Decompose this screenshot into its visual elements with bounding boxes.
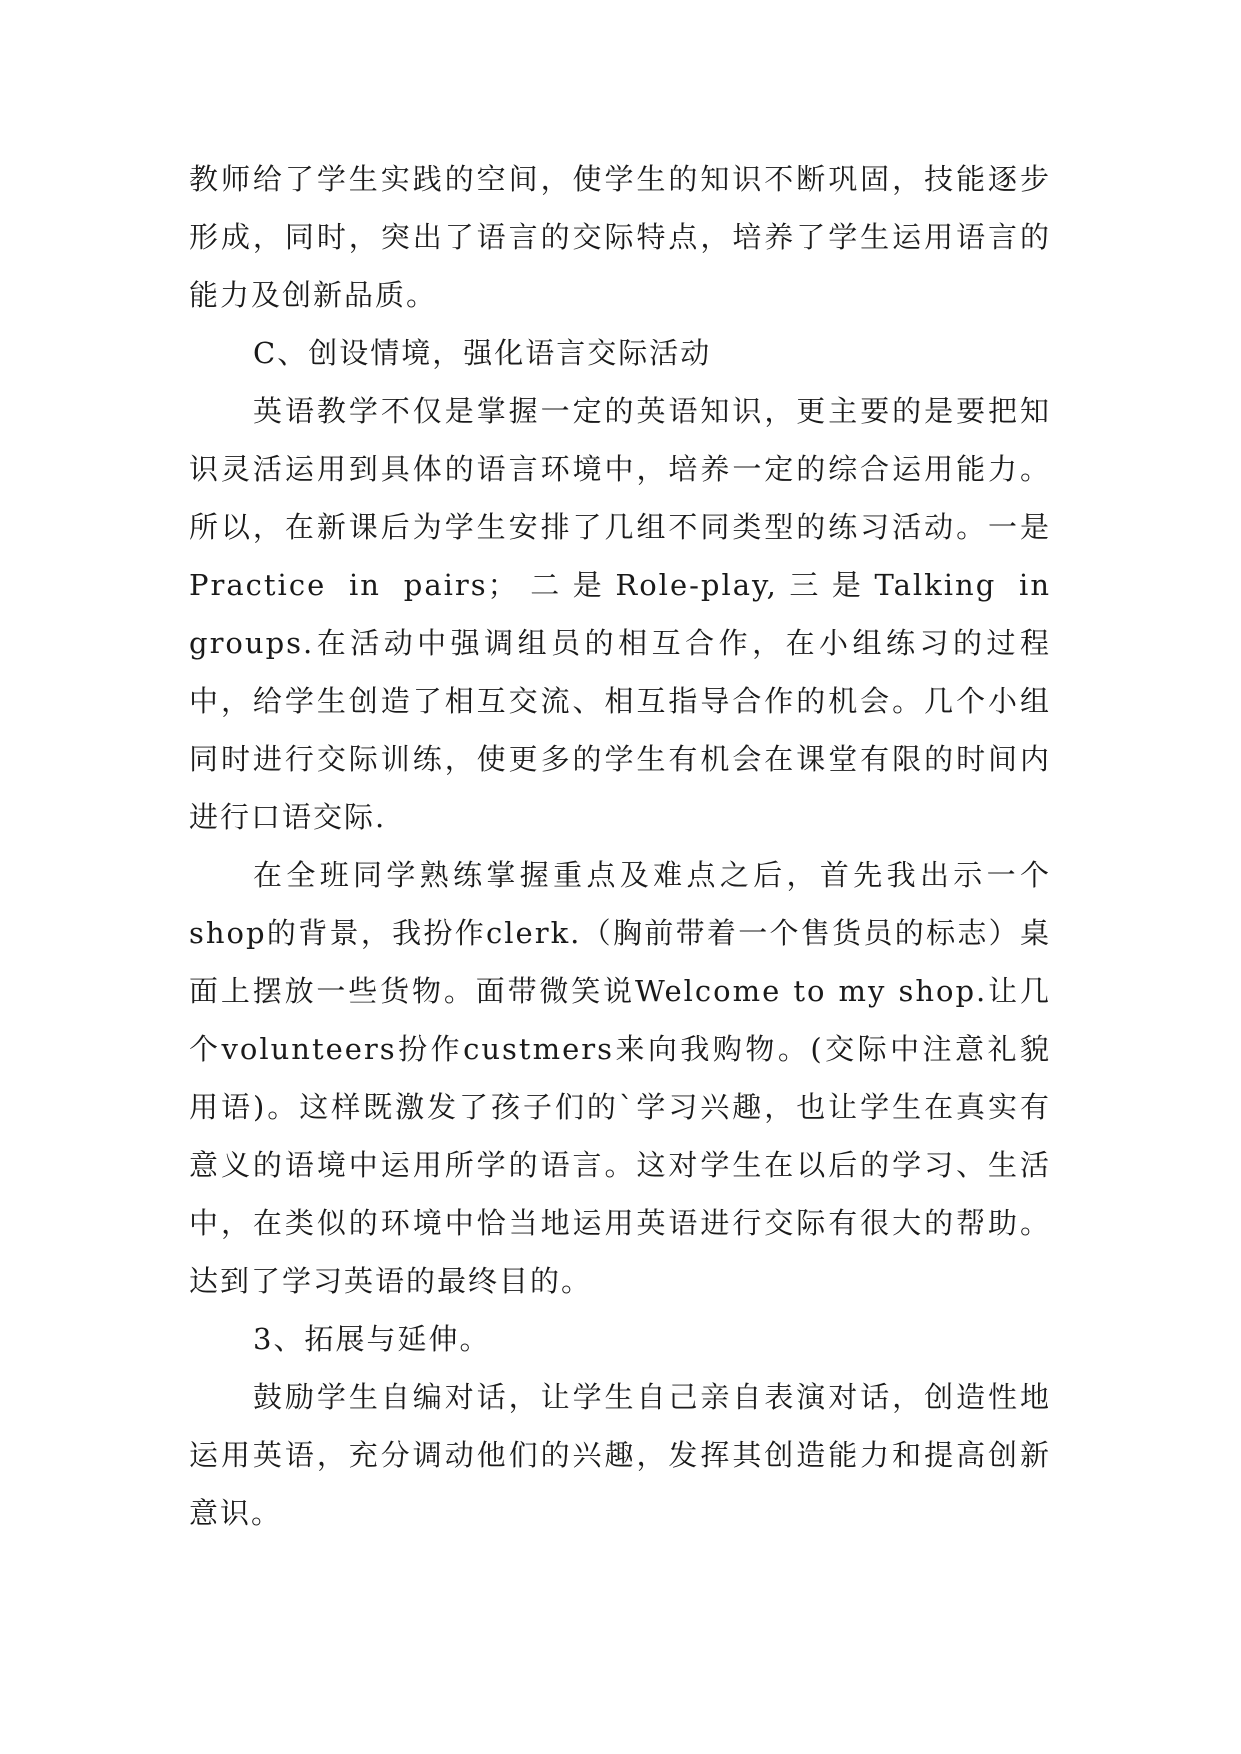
paragraph-english-teaching: 英语教学不仅是掌握一定的英语知识，更主要的是要把知识灵活运用到具体的语言环境中，培养一定的综合运用能力。所以，在新课后为学生安排了几组不同类型的练习活动。一是Practice in pairs；二是Role-play,三是Talking in groups.在活动中强调组员的相互合作，在小组练习的过程中，给学生创造了相互交流、相互指导合作的机会。几个小组同时进行交际训练，使更多的学生有机会在课堂有限的时间内进行口语交际. [189, 394, 1051, 834]
paragraph-continuation: 教师给了学生实践的空间，使学生的知识不断巩固，技能逐步形成，同时，突出了语言的交际特点，培养了学生运用语言的能力及创新品质。 [189, 162, 1051, 312]
heading-section-c: C、创设情境，强化语言交际活动 [253, 336, 712, 370]
heading-section-3: 3、拓展与延伸。 [253, 1322, 491, 1356]
paragraph-shop-roleplay: 在全班同学熟练掌握重点及难点之后，首先我出示一个shop的背景，我扮作clerk.（胸前带着一个售货员的标志）桌面上摆放一些货物。面带微笑说Welcome to my shop.让几个volunteers扮作custmers来向我购物。(交际中注意礼貌用语)。这样既激发了孩子们的`学习兴趣，也让学生在真实有意义的语境中运用所学的语言。这对学生在以后的学习、生活中，在类似的环境中恰当地运用英语进行交际有很大的帮助。达到了学习英语的最终目的。 [189, 858, 1051, 1298]
document-page [189, 150, 1051, 1542]
paragraph-extension: 鼓励学生自编对话，让学生自己亲自表演对话，创造性地运用英语，充分调动他们的兴趣，发挥其创造能力和提高创新意识。 [189, 1380, 1051, 1530]
